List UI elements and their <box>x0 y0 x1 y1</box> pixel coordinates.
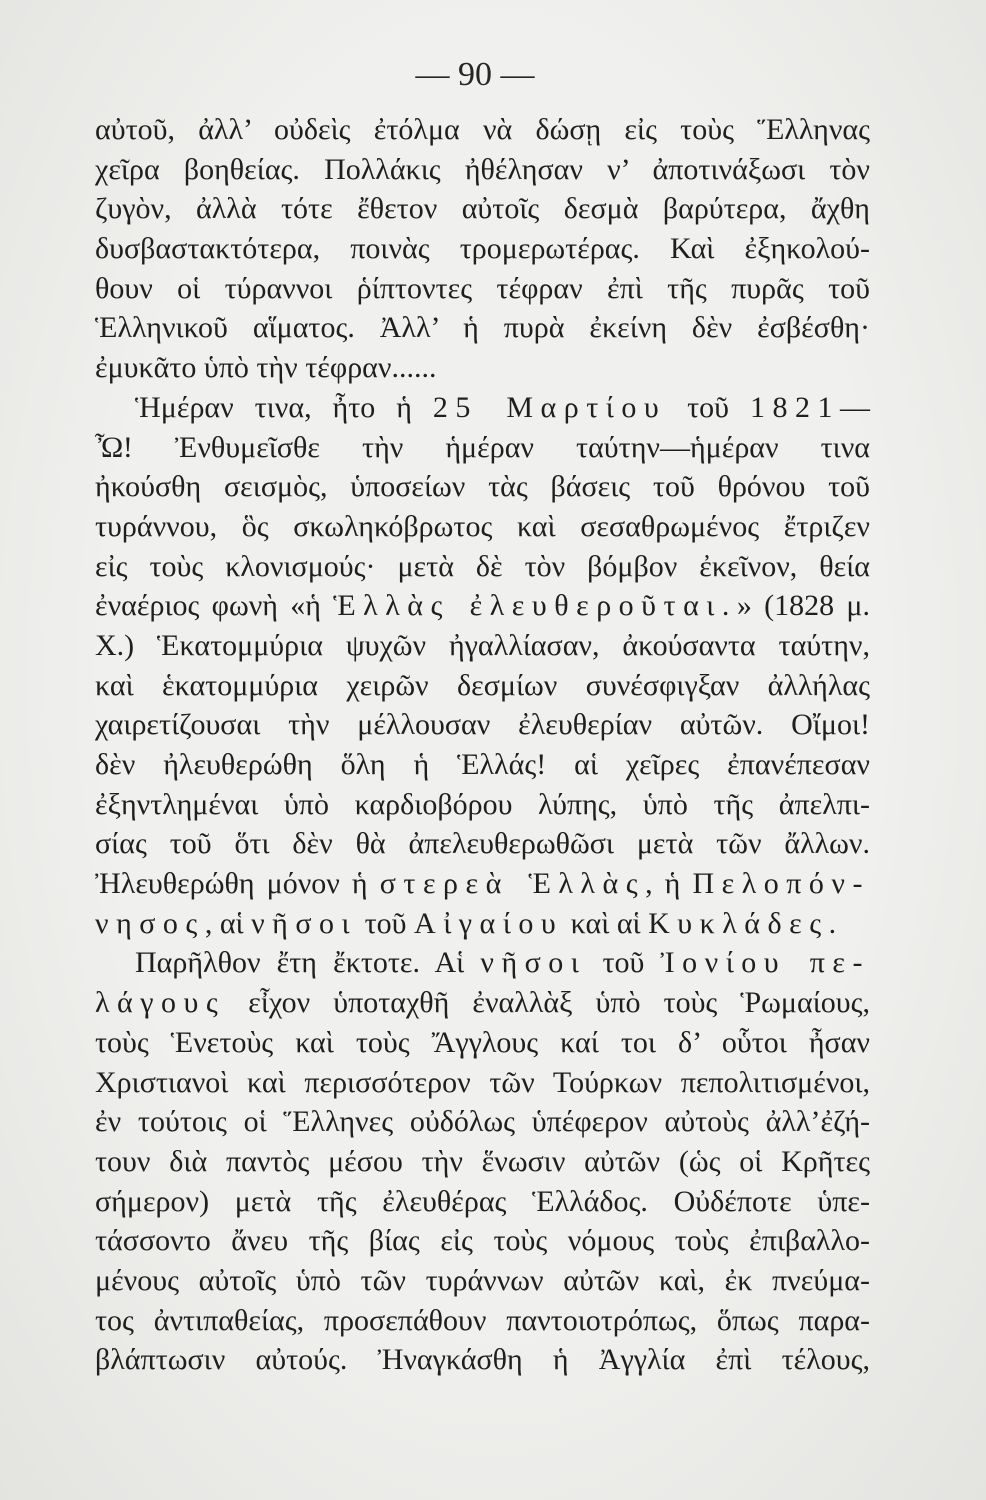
text-line <box>95 943 870 983</box>
page-number: — 90 — <box>415 56 535 93</box>
text-segment: ἐμυκᾶτο ὑπὸ τὴν τέφραν...... <box>95 351 437 385</box>
text-segment: τοῦ <box>666 390 750 424</box>
text-line <box>95 229 870 269</box>
text-line <box>95 308 870 348</box>
text-segment: δυσβαστακτότερα, ποινὰς τρομερωτέρας. Καὶ ἐξηκολού- <box>95 232 870 266</box>
text-segment: . <box>828 906 837 940</box>
text-segment: χαιρετίζουσαι τὴν μέλλουσαν ἐλευθερίαν αὐτῶν. Οἴμοι! <box>95 708 870 742</box>
text-line <box>95 1063 870 1103</box>
letterspaced-text: Αἰγαίου <box>414 906 564 940</box>
text-line <box>95 705 870 745</box>
text-segment: δὲν ἠλευθερώθη ὅλη ἡ Ἑλλάς! αἱ χεῖρες ἐπανέπεσαν <box>95 748 870 781</box>
letterspaced-text: Πελοπόν- <box>692 867 870 901</box>
text-line <box>95 1340 870 1380</box>
text-line <box>95 864 870 904</box>
text-line <box>95 745 870 785</box>
text-segment: ἐξηντλημέναι ὑπὸ καρδιοβόρου λύπης, ὑπὸ τῆς ἀπελπι- <box>95 787 870 821</box>
text-line <box>95 824 870 864</box>
text-segment: σίας τοῦ ὅτι δὲν θὰ ἀπελευθερωθῶσι μετὰ τῶν ἄλλων. <box>95 827 870 861</box>
paragraph <box>95 943 870 1380</box>
text-segment: Χριστιανοὶ καὶ περισσότερον τῶν Τούρκων πεπολιτισμένοι, <box>95 1065 870 1099</box>
text-segment: καὶ αἱ <box>563 906 649 940</box>
text-segment: ζυγὸν, ἀλλὰ τότε ἔθετον αὐτοῖς δεσμὰ βαρύτερα, ἄχθη <box>95 192 870 226</box>
letterspaced-text: νῆσοι <box>480 946 587 980</box>
text-segment: , ἡ <box>645 867 693 901</box>
text-segment: ἐν τούτοις οἱ Ἕλληνες οὐδόλως ὑπέφερον αὐτοὺς ἀλλ’ἐζή- <box>95 1105 870 1139</box>
text-segment: τουν διὰ παντὸς μέσου τὴν ἕνωσιν αὐτῶν (ὡς οἱ Κρῆτες <box>95 1144 870 1178</box>
text-segment: τάσσοντο ἄνευ τῆς βίας εἰς τοὺς νόμους τοὺς ἐπιβαλλο- <box>95 1224 870 1258</box>
text-segment: Παρῆλθον ἔτη ἔκτοτε. Αἱ <box>135 946 481 980</box>
letterspaced-text: Κυκλάδες <box>648 906 829 940</box>
text-segment: Ὦ! Ἐνθυμεῖσθε τὴν ἡμέραν ταύτην—ἡμέραν τινα <box>95 430 870 464</box>
paragraph <box>95 110 870 388</box>
text-line <box>95 1301 870 1341</box>
paragraph <box>95 388 870 944</box>
text-segment: τοῦ <box>357 906 415 940</box>
text-line <box>95 189 870 229</box>
text-segment: Ἑλληνικοῦ αἵματος. Ἀλλ’ ἡ πυρὰ ἐκείνη δὲν ἐσβέσθη· <box>95 311 870 345</box>
text-segment: ἐναέριος φωνὴ «ἡ <box>95 589 334 623</box>
letterspaced-text: Ἑλλὰς ἐλευθεροῦται. <box>333 589 737 623</box>
text-line <box>95 269 870 309</box>
text-segment: χεῖρα βοηθείας. Πολλάκις ἠθέλησαν ν’ ἀποτινάξωσι τὸν <box>95 152 870 186</box>
text-line <box>95 983 870 1023</box>
text-line <box>95 626 870 666</box>
text-line <box>95 428 870 468</box>
text-segment: τος ἀντιπαθείας, προσεπάθουν παντοιοτρόπως, ὅπως παρα- <box>95 1303 870 1337</box>
letterspaced-text: νῆσοι <box>251 906 358 940</box>
letterspaced-text: 25 Μαρτίου <box>432 390 667 424</box>
text-segment: Ἡμέραν τινα, ἦτο ἡ <box>135 390 433 424</box>
text-line <box>95 904 870 944</box>
text-segment: θουν οἱ τύραννοι ῥίπτοντες τέφραν ἐπὶ τῆς πυρᾶς τοῦ <box>95 271 870 305</box>
text-segment: βλάπτωσιν αὐτούς. Ἠναγκάσθη ἡ Ἀγγλία ἐπὶ τέλους, <box>95 1343 870 1377</box>
text-line <box>95 586 870 626</box>
text-line <box>95 150 870 190</box>
text-line <box>95 110 870 150</box>
text-line <box>95 1142 870 1182</box>
text-line <box>95 1261 870 1301</box>
text-segment: καὶ ἑκατομμύρια χειρῶν δεσμίων συνέσφιγξαν ἀλλήλας <box>95 668 870 702</box>
letterspaced-text: νησος <box>95 906 205 940</box>
text-line <box>95 547 870 587</box>
text-line <box>95 785 870 825</box>
text-segment: ἠκούσθη σεισμὸς, ὑποσείων τὰς βάσεις τοῦ θρόνου τοῦ <box>95 470 870 504</box>
text-line <box>95 1221 870 1261</box>
text-segment: , αἱ <box>204 906 252 940</box>
text-line <box>95 507 870 547</box>
text-segment: αὐτοῦ, ἀλλ’ οὐδεὶς ἐτόλμα νὰ δώσῃ εἰς τοὺς Ἕλληνας <box>95 113 870 146</box>
letterspaced-text: 1821 <box>750 390 840 424</box>
text-segment: τοῦ <box>586 946 661 980</box>
text-line <box>95 1102 870 1142</box>
text-segment: εἶχον ὑποταχθῆ ἐναλλὰξ ὑπὸ τοὺς Ῥωμαίους, <box>225 986 870 1020</box>
letterspaced-text: Ἰονίου πε- <box>660 946 870 980</box>
text-segment: Ἠλευθερώθη μόνον ἡ <box>95 867 380 901</box>
letterspaced-text: λάγους <box>95 986 226 1020</box>
text-line <box>95 467 870 507</box>
text-body <box>95 110 870 1380</box>
text-segment: εἰς τοὺς κλονισμούς· μετὰ δὲ τὸν βόμβον ἐκεῖνον, θεία <box>95 549 870 583</box>
text-segment: Χ.) Ἑκατομμύρια ψυχῶν ἠγαλλίασαν, ἀκούσαντα ταύτην, <box>95 628 870 662</box>
text-segment: — <box>840 390 870 424</box>
text-segment: σήμερον) μετὰ τῆς ἐλευθέρας Ἑλλάδος. Οὐδέποτε ὑπε- <box>95 1184 870 1218</box>
text-segment: » (1828 μ. <box>736 589 870 623</box>
text-line <box>95 1182 870 1222</box>
text-segment: τοὺς Ἑνετοὺς καὶ τοὺς Ἄγγλους καί τοι δ’ οὗτοι ἦσαν <box>95 1025 870 1059</box>
text-line <box>95 388 870 428</box>
text-segment: μένους αὐτοῖς ὑπὸ τῶν τυράννων αὐτῶν καὶ, ἐκ πνεύμα- <box>95 1263 870 1297</box>
text-line <box>95 666 870 706</box>
text-line <box>95 348 870 388</box>
text-segment: τυράννου, ὃς σκωληκόβρωτος καὶ σεσαθρωμένος ἔτριζεν <box>95 509 870 543</box>
letterspaced-text: στερεὰ Ἑλλὰς <box>379 867 646 901</box>
text-line <box>95 1023 870 1063</box>
